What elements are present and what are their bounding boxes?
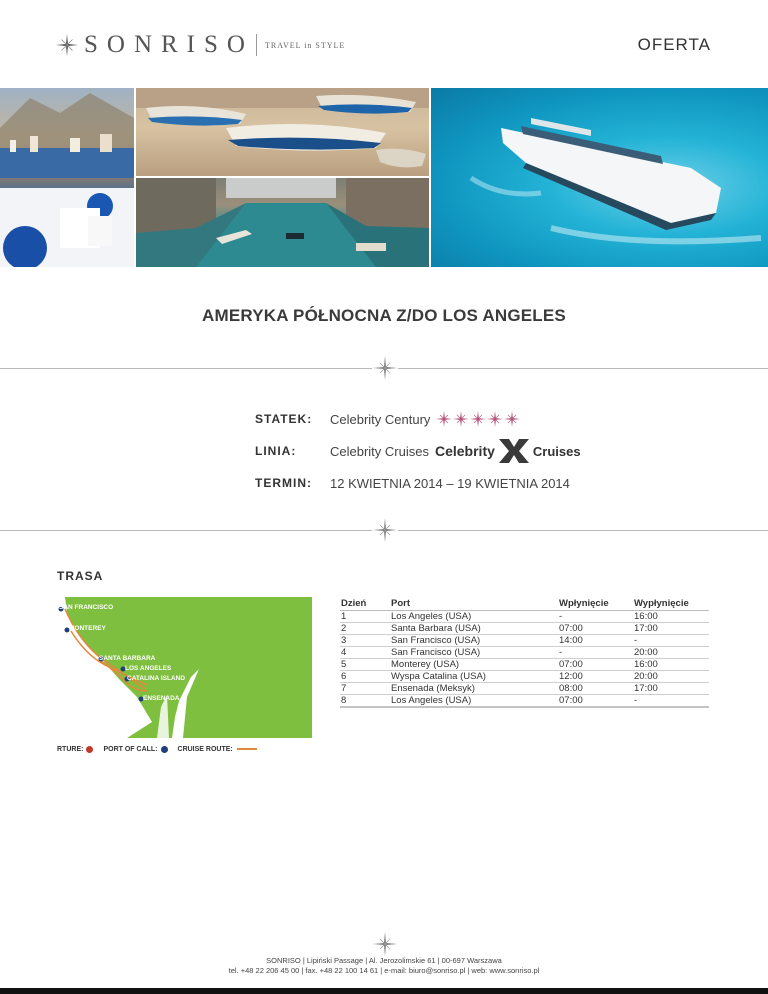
offer-label: OFERTA (637, 35, 711, 54)
map-label-ensenada: ENSENADA (143, 695, 180, 702)
route-section-label: TRASA (57, 569, 104, 583)
table-row: 8 Los Angeles (USA) 07:00 - (340, 694, 709, 707)
ship-row (255, 409, 521, 429)
brand-cruises-text: Cruises (532, 443, 581, 459)
table-row: 3 San Francisco (USA) 14:00 - (340, 634, 709, 646)
term-label: TERMIN: (255, 476, 312, 490)
star-icon (436, 411, 452, 427)
col-arrival: Wpłynięcie (558, 597, 633, 610)
venice-canal-photo (136, 178, 429, 267)
map-label-monterey: MONTEREY (69, 625, 106, 632)
bottom-bar (0, 988, 768, 994)
map-label-los-angeles: LOS ANGELES (125, 665, 172, 672)
sonriso-logo[interactable] (56, 30, 345, 60)
cruise-ship-photo (431, 88, 768, 267)
logo-tagline: TRAVEL in STYLE (264, 40, 346, 50)
table-row: 6 Wyspa Catalina (USA) 12:00 20:00 (340, 670, 709, 682)
photo-collage (0, 88, 768, 267)
legend-cruise-route: CRUISE ROUTE: (178, 746, 257, 753)
offer-title: AMERYKA PÓŁNOCNA Z/DO LOS ANGELES (202, 306, 566, 325)
star-icon (453, 411, 469, 427)
col-day: Dzień (340, 597, 390, 610)
table-row: 1 Los Angeles (USA) - 16:00 (340, 610, 709, 622)
legend-port-of-call: PORT OF CALL: (103, 746, 167, 753)
compass-star-icon (373, 518, 397, 542)
ship-rating (436, 411, 521, 427)
map-label-san-francisco: SAN FRANCISCO (59, 604, 114, 611)
legend-departure: RTURE: (57, 746, 93, 753)
brand-celebrity-text: Celebrity (434, 443, 495, 459)
compass-star-icon (373, 356, 397, 380)
celebrity-x-icon (497, 438, 531, 464)
route-map (57, 597, 312, 760)
term-value: 12 KWIETNIA 2014 – 19 KWIETNIA 2014 (330, 475, 570, 491)
page-footer (0, 956, 768, 976)
section-divider (0, 356, 768, 380)
itinerary-table (340, 597, 709, 708)
compass-star-icon (56, 34, 78, 56)
table-row: 4 San Francisco (USA) - 20:00 (340, 646, 709, 658)
map-legend (57, 738, 312, 760)
section-divider (0, 518, 768, 542)
star-icon (487, 411, 503, 427)
line-value: Celebrity Cruises (330, 443, 429, 459)
table-row: 7 Ensenada (Meksyk) 08:00 17:00 (340, 682, 709, 694)
logo-separator (256, 34, 257, 56)
star-icon (504, 411, 520, 427)
footer-address: SONRISO | Lipiński Passage | Al. Jerozolimskie 61 | 00-697 Warszawa (266, 956, 502, 965)
page-header (0, 0, 768, 88)
table-row: 2 Santa Barbara (USA) 07:00 17:00 (340, 622, 709, 634)
map-label-catalina-island: CATALINA ISLAND (127, 675, 186, 682)
line-label: LINIA: (255, 444, 297, 458)
line-row (255, 441, 581, 461)
mediterranean-town-photo (0, 88, 134, 267)
table-header-row (340, 597, 709, 610)
ship-label: STATEK: (255, 412, 313, 426)
footer-contact[interactable]: tel. +48 22 206 45 00 | fax. +48 22 100 14 61 | e-mail: biuro@sonriso.pl | web: www.sonriso.pl (228, 966, 540, 975)
term-row (255, 473, 570, 493)
table-row: 5 Monterey (USA) 07:00 16:00 (340, 658, 709, 670)
footer-divider (0, 932, 768, 956)
map-label-santa-barbara: SANTA BARBARA (99, 655, 156, 662)
beach-boats-photo (136, 88, 429, 176)
star-icon (470, 411, 486, 427)
celebrity-cruises-logo (435, 438, 581, 464)
col-departure: Wypłynięcie (633, 597, 709, 610)
compass-star-icon (373, 932, 397, 956)
logo-wordmark: SONRISO (84, 31, 254, 58)
col-port: Port (390, 597, 558, 610)
ship-value: Celebrity Century (330, 411, 431, 427)
